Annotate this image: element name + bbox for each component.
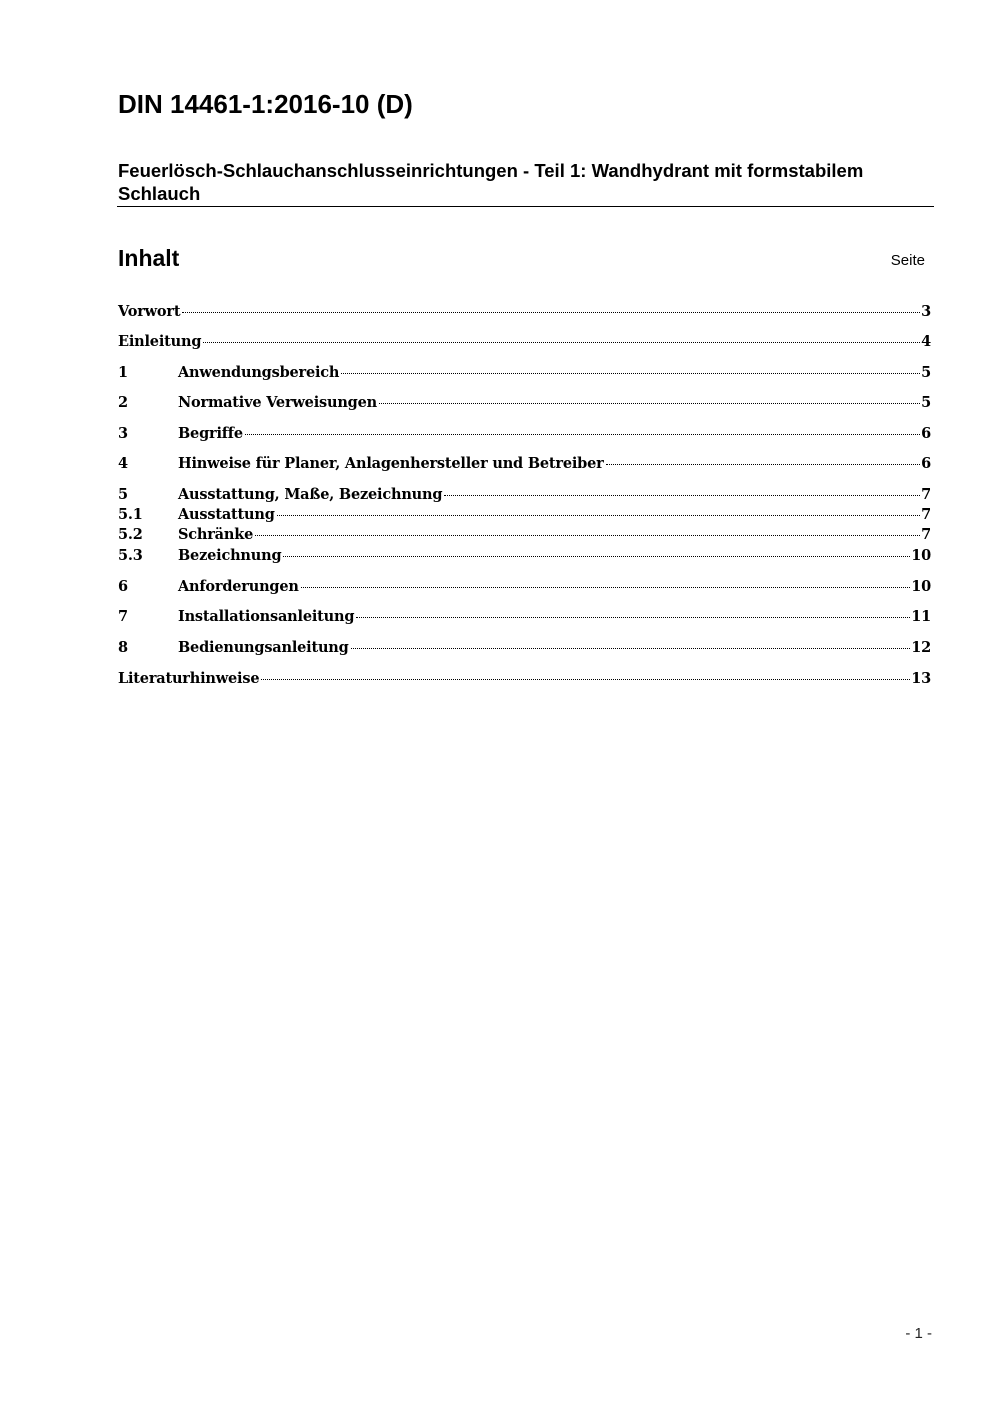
toc-entry-page: 7	[921, 506, 931, 523]
toc-entry-page: 6	[921, 455, 931, 472]
toc-entry-number: 5.1	[118, 506, 143, 523]
toc-dot-leader	[301, 587, 910, 588]
toc-entry-5[interactable]	[118, 485, 931, 505]
toc-entry-title: Vorwort	[118, 303, 181, 320]
toc-entry-4[interactable]	[118, 454, 931, 474]
toc-entry-title: Einleitung	[118, 333, 202, 350]
toc-entry-page: 3	[921, 303, 931, 320]
toc-entry-vorwort[interactable]	[118, 302, 931, 322]
toc-dot-leader	[341, 373, 920, 374]
page-number: - 1 -	[905, 1325, 932, 1342]
toc-page-column-label: Seite	[890, 252, 925, 269]
toc-entry-7[interactable]	[118, 607, 931, 627]
title-divider	[117, 206, 934, 207]
toc-entry-number: 5.2	[118, 526, 143, 543]
toc-entry-page: 7	[921, 526, 931, 543]
toc-entry-1[interactable]	[118, 363, 931, 383]
toc-entry-number: 5	[118, 486, 128, 503]
toc-entry-5-1[interactable]	[118, 505, 931, 525]
toc-entry-number: 8	[118, 639, 128, 656]
toc-entry-3[interactable]	[118, 424, 931, 444]
toc-entry-title: Ausstattung, Maße, Bezeichnung	[178, 486, 443, 503]
toc-entry-6[interactable]	[118, 577, 931, 597]
toc-entry-number: 7	[118, 608, 128, 625]
toc-dot-leader	[277, 515, 920, 516]
toc-entry-8[interactable]	[118, 638, 931, 658]
toc-entry-page: 4	[921, 333, 931, 350]
toc-entry-page: 7	[921, 486, 931, 503]
toc-heading: Inhalt	[118, 245, 180, 271]
toc-entry-page: 12	[911, 639, 931, 656]
toc-entry-title: Anwendungsbereich	[178, 364, 340, 381]
toc-entry-title: Schränke	[178, 526, 254, 543]
toc-entry-page: 10	[911, 547, 931, 564]
toc-dot-leader	[203, 342, 920, 343]
toc-dot-leader	[606, 464, 921, 465]
toc-entry-number: 2	[118, 394, 128, 411]
toc-dot-leader	[261, 679, 910, 680]
toc-entry-number: 3	[118, 425, 128, 442]
toc-entry-page: 11	[911, 608, 931, 625]
toc-entry-einleitung[interactable]	[118, 332, 931, 352]
document-title: DIN 14461-1:2016-10 (D)	[118, 89, 413, 119]
toc-entry-number: 6	[118, 578, 128, 595]
toc-dot-leader	[182, 312, 920, 313]
toc-entry-title: Installationsanleitung	[178, 608, 355, 625]
toc-entry-page: 13	[911, 670, 931, 687]
toc-dot-leader	[356, 617, 910, 618]
toc-entry-title: Literaturhinweise	[118, 670, 260, 687]
toc-dot-leader	[444, 495, 920, 496]
toc-entry-page: 10	[911, 578, 931, 595]
toc-entry-5-3[interactable]	[118, 546, 931, 566]
toc-entry-title: Anforderungen	[178, 578, 299, 595]
toc-entry-title: Normative Verweisungen	[178, 394, 377, 411]
toc-entry-literaturhinweise[interactable]	[118, 669, 931, 689]
toc-entry-number: 4	[118, 455, 128, 472]
toc-dot-leader	[255, 535, 920, 536]
toc-entry-title: Bedienungsanleitung	[178, 639, 349, 656]
toc-entry-title: Ausstattung	[178, 506, 275, 523]
toc-entry-2[interactable]	[118, 393, 931, 413]
toc-dot-leader	[351, 648, 911, 649]
toc-dot-leader	[379, 403, 920, 404]
toc-entry-title: Hinweise für Planer, Anlagenhersteller und Betreiber	[178, 455, 604, 472]
toc-entry-page: 6	[921, 425, 931, 442]
toc-entry-page: 5	[921, 394, 931, 411]
toc-entry-number: 5.3	[118, 547, 143, 564]
document-subtitle: Feuerlösch-Schlauchanschlusseinrichtungen - Teil 1: Wandhydrant mit formstabilem Schlauch	[118, 160, 864, 204]
toc-entry-5-2[interactable]	[118, 525, 931, 545]
toc-entry-page: 5	[921, 364, 931, 381]
toc-dot-leader	[283, 556, 910, 557]
toc-entry-number: 1	[118, 364, 128, 381]
toc-entry-title: Bezeichnung	[178, 547, 282, 564]
toc-entry-title: Begriffe	[178, 425, 243, 442]
toc-dot-leader	[245, 434, 920, 435]
